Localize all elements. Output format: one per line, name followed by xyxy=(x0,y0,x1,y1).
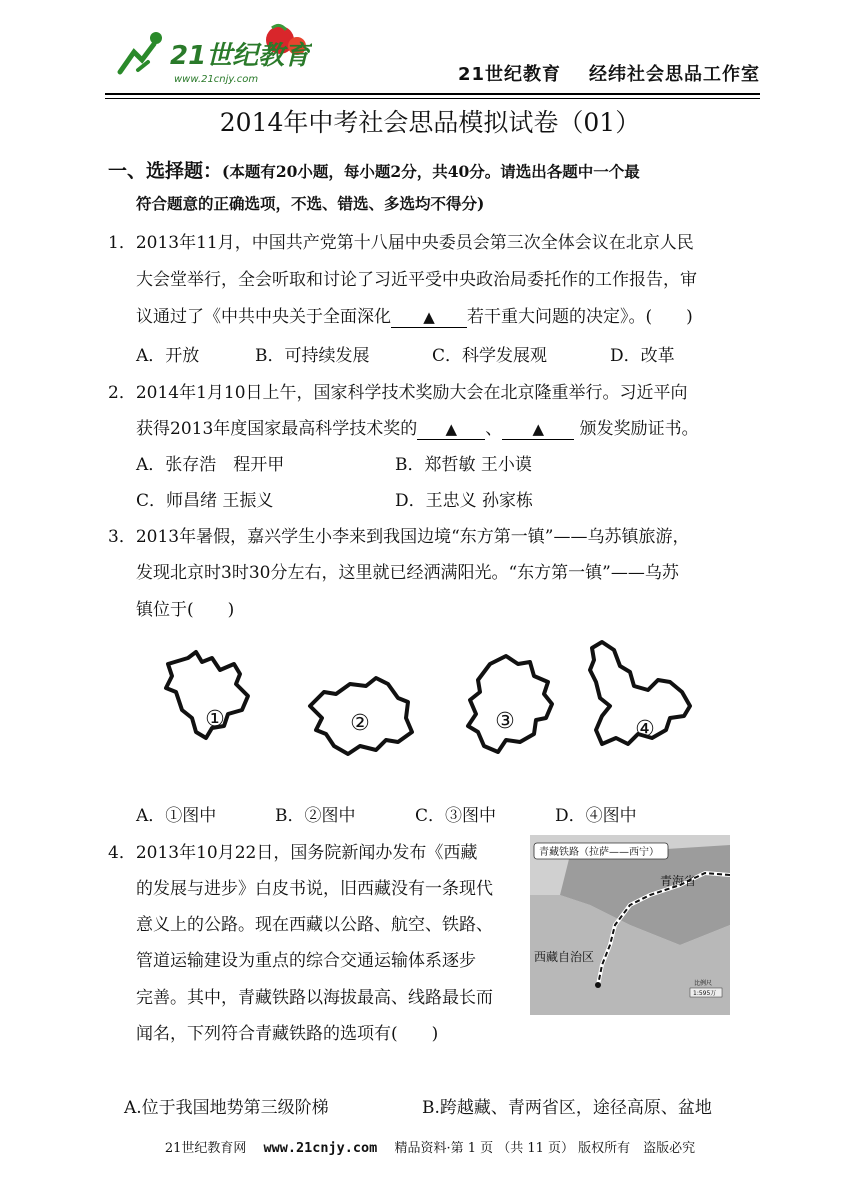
qmap-scale-value: 1:595万 xyxy=(693,990,717,997)
logo-text: 21世纪教育 xyxy=(170,41,311,71)
q3-option-c[interactable]: C．③图中 xyxy=(415,806,497,826)
q1-option-a[interactable]: A．开放 xyxy=(136,346,200,366)
map-label-1: ① xyxy=(205,707,225,732)
q1-line3: 议通过了《中共中央关于全面深化 ▲ 若干重大问题的决定》。( ) xyxy=(136,307,693,327)
section-heading xyxy=(108,156,640,183)
map-label-2: ② xyxy=(350,711,370,736)
q2-line1: 2．2014年1月10日上午，国家科学技术奖励大会在北京隆重举行。习近平向 xyxy=(108,383,688,403)
q2-line2: 获得2013年度国家最高科学技术奖的 ▲ 、 ▲ 颁发奖励证书。 xyxy=(136,419,699,439)
map-3-hebei xyxy=(468,656,552,752)
q3-line3: 镇位于( ) xyxy=(136,600,235,620)
q2-option-a[interactable]: A．张存浩 程开甲 xyxy=(136,455,285,475)
section-note-1: (本题有20小题，每小题2分，共40分。请选出各题中一个最 xyxy=(222,162,640,181)
q3-line2: 发现北京时3时30分左右，这里就已经洒满阳光。“东方第一镇”——乌苏 xyxy=(136,563,679,583)
qmap-region-tibet: 西藏自治区 xyxy=(534,950,595,964)
q2-option-b[interactable]: B．郑哲敏 王小谟 xyxy=(395,455,532,475)
q1-blank[interactable]: ▲ xyxy=(391,307,467,328)
qmap-region-qinghai: 青海省 xyxy=(660,874,697,888)
footer-rest: 精品资料·第 1 页 （共 11 页） 版权所有 盗版必究 xyxy=(394,1141,696,1156)
header-brand xyxy=(430,60,760,86)
q3-line1: 3．2013年暑假，嘉兴学生小李来到我国边境“东方第一镇”——乌苏镇旅游， xyxy=(108,527,690,547)
page-title: 2014年中考社会思品模拟试卷（01） xyxy=(219,108,641,137)
site-logo[interactable] xyxy=(112,22,312,92)
logo-url: www.21cnjy.com xyxy=(174,74,259,85)
header-divider xyxy=(105,93,760,99)
q1-line2: 大会堂举行，全会听取和讨论了习近平受中央政治局委托作的工作报告，审 xyxy=(136,270,697,290)
footer-site: 21世纪教育网 xyxy=(164,1141,247,1156)
q3-option-d[interactable]: D．④图中 xyxy=(555,806,637,826)
q1-line1: 1．2013年11月，中国共产党第十八届中央委员会第三次全体会议在北京人民 xyxy=(108,233,694,253)
q3-option-b[interactable]: B．②图中 xyxy=(275,806,356,826)
map-label-4: ④ xyxy=(635,717,655,742)
q4-line4: 管道运输建设为重点的综合交通运输体系逐步 xyxy=(136,951,476,971)
q4-line1: 4．2013年10月22日，国务院新闻办发布《西藏 xyxy=(108,843,478,863)
brand-name: 21世纪教育 xyxy=(457,64,561,85)
q4-line6: 闻名，下列符合青藏铁路的选项有( ) xyxy=(136,1024,439,1044)
q3-option-a[interactable]: A．①图中 xyxy=(136,806,217,826)
q4-line5: 完善。其中，青藏铁路以海拔最高、线路最长而 xyxy=(136,988,493,1008)
q4-line2: 的发展与进步》白皮书说，旧西藏没有一条现代 xyxy=(136,879,493,899)
qmap-title: 青藏铁路（拉萨——西宁） xyxy=(539,847,659,858)
q1-option-b[interactable]: B．可持续发展 xyxy=(255,346,370,366)
studio-name: 经纬社会思品工作室 xyxy=(589,64,760,85)
q2-option-d[interactable]: D．王忠义 孙家栋 xyxy=(395,491,534,511)
qmap-scale-label: 比例尺 xyxy=(694,980,713,987)
q4-line3: 意义上的公路。现在西藏以公路、航空、铁路、 xyxy=(136,915,493,935)
q1-option-d[interactable]: D．改革 xyxy=(610,346,675,366)
q2-option-c[interactable]: C．师昌绪 王振义 xyxy=(136,491,274,511)
qinghai-tibet-railway-map xyxy=(530,835,730,1015)
q2-blank-1[interactable]: ▲ xyxy=(417,419,485,440)
q4-option-a[interactable]: A.位于我国地势第三级阶梯 xyxy=(124,1098,329,1118)
section-label: 一、选择题： xyxy=(108,160,223,182)
map-label-3: ③ xyxy=(495,709,515,734)
province-maps xyxy=(0,630,860,800)
footer-url[interactable]: www.21cnjy.com xyxy=(263,1140,378,1156)
section-note-2: 符合题意的正确选项，不选、错选、多选均不得分) xyxy=(136,194,485,213)
q2-blank-2[interactable]: ▲ xyxy=(502,419,574,440)
q1-option-c[interactable]: C．科学发展观 xyxy=(432,346,548,366)
page-footer xyxy=(0,1137,860,1156)
q4-option-b[interactable]: B.跨越藏、青两省区，途径高原、盆地 xyxy=(422,1098,712,1118)
